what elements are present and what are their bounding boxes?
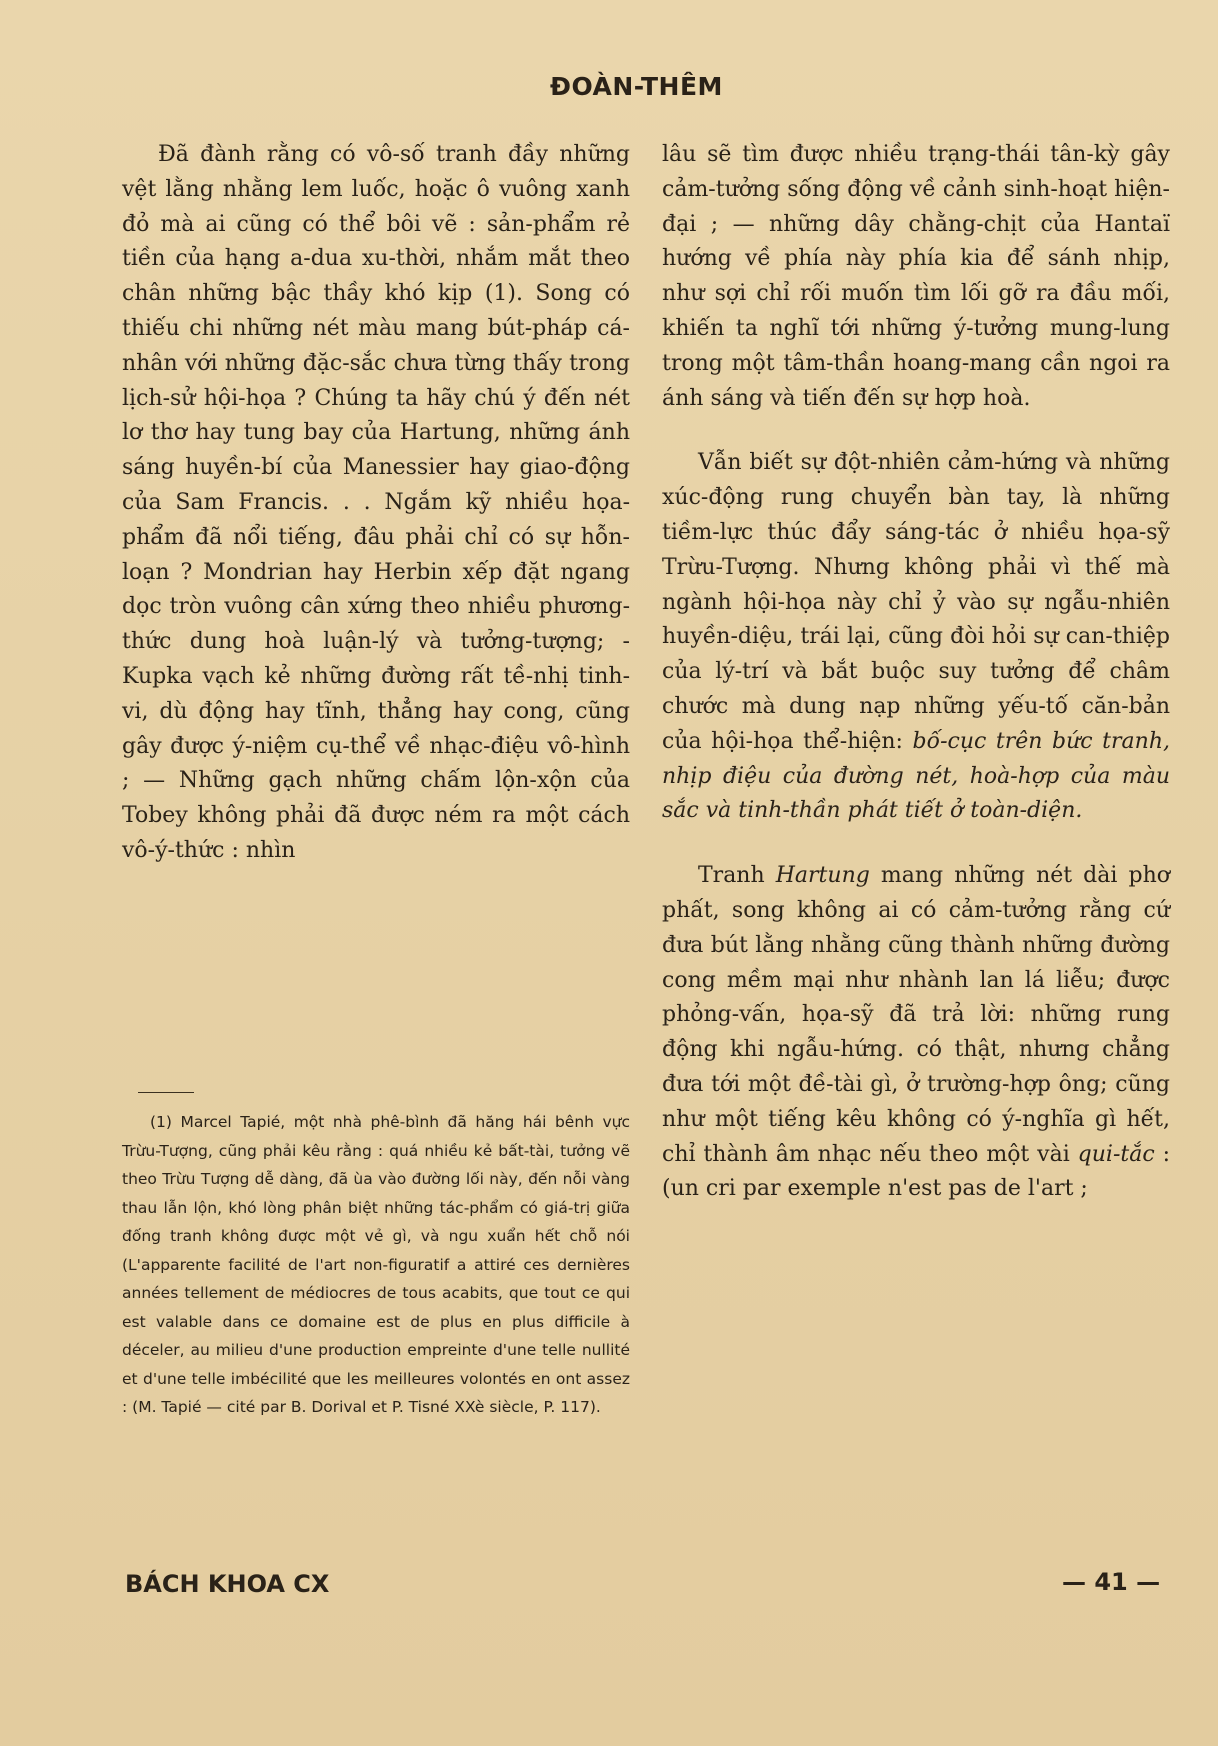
footnote <box>122 1108 630 1422</box>
right-column <box>662 138 1170 1207</box>
right-paragraph-3-italic: qui-tắc <box>1077 1141 1155 1167</box>
magazine-name: BÁCH KHOA CX <box>125 1570 330 1598</box>
left-paragraph-1: Đã đành rằng có vô-số tranh đầy những vệt lằng nhằng lem luốc, hoặc ô vuông xanh đỏ mà ai cũng có thể bôi vẽ : sản-phẩm rẻ tiền của hạng a-dua xu-thời, nhắm mắt theo chân những bậc thầy khó kịp (1). Song có thiếu chi những nét màu mang bút-pháp cá-nhân với những đặc-sắc chưa từng thấy trong lịch-sử hội-họa ? Chúng ta hãy chú ý đến nét lơ thơ hay tung bay của Hartung, những ánh sáng huyền-bí của Manessier hay giao-động của Sam Francis. . . Ngắm kỹ nhiều họa-phẩm đã nổi tiếng, đâu phải chỉ có sự hỗn-loạn ? Mondrian hay Herbin xếp đặt ngang dọc tròn vuông cân xứng theo nhiều phương-thức dung hoà luận-lý và tưởng-tượng; - Kupka vạch kẻ những đường rất tề-nhị tinh-vi, dù động hay tĩnh, thẳng hay cong, cũng gây được ý-niệm cụ-thể về nhạc-điệu vô-hình ; — Những gạch những chấm lộn-xộn của Tobey không phải đã được ném ra một cách vô-ý-thức : nhìn <box>122 142 630 863</box>
right-paragraph-3-tail: : (un cri par exemple n'est pas de l'art ; <box>662 1141 1170 1202</box>
running-title: ĐOÀN-THÊM <box>550 72 723 101</box>
right-paragraph-2-text: Vẫn biết sự đột-nhiên cảm-hứng và những xúc-động rung chuyển bàn tay, là những tiềm-lực thúc đẩy sáng-tác ở nhiều họa-sỹ Trừu-Tượng. Nhưng không phải vì thế mà ngành hội-họa này chỉ ỷ vào sự ngẫu-nhiên huyền-diệu, trái lại, cũng đòi hỏi sự can-thiệp của lý-trí và bắt buộc suy tưởng để châm chước mà dung nạp những yếu-tố căn-bản của hội-họa thể-hiện: <box>662 450 1170 754</box>
right-paragraph-3-lead: Tranh <box>698 863 776 889</box>
right-paragraph-2 <box>662 446 1170 829</box>
artist-name-hartung: Hartung <box>775 863 870 889</box>
right-paragraph-3 <box>662 859 1170 1207</box>
right-paragraph-1: lâu sẽ tìm được nhiều trạng-thái tân-kỳ gây cảm-tưởng sống động về cảnh sinh-hoạt hiện-đại ; — những dây chằng-chịt của Hantaï hướng về phía này phía kia để sánh nhịp, như sợi chỉ rối muốn tìm lối gỡ ra đầu mối, khiến ta nghĩ tới những ý-tưởng mung-lung trong một tâm-thần hoang-mang cần ngoi ra ánh sáng và tiến đến sự hợp hoà. <box>662 142 1170 411</box>
footnote-divider <box>138 1092 194 1093</box>
footnote-text: (1) Marcel Tapié, một nhà phê-bình đã hăng hái bênh vực Trừu-Tượng, cũng phải kêu rằng : quá nhiều kẻ bất-tài, tưởng vẽ theo Trừu Tượng dễ dàng, đã ùa vào đường lối này, đến nỗi vàng thau lẫn lộn, khó lòng phân biệt những tác-phẩm có giá-trị giữa đống tranh không được một vẻ gì, và ngu xuẩn hết chỗ nói (L'apparente facilité de l'art non-figuratif a attiré ces dernières années tellement de médiocres de tous acabits, que tout ce qui est valable dans ce domaine est de plus en plus difficile à déceler, au milieu d'une production empreinte d'une telle nullité et d'une telle imbécilité que les meilleures volontés en ont assez : (M. Tapié — cité par B. Dorival et P. Tisné XXè siècle, P. 117). <box>122 1113 630 1416</box>
left-column <box>122 138 630 869</box>
page-number: — 41 — <box>1062 1568 1161 1596</box>
right-paragraph-2-italic: bố-cục trên bức tranh, nhịp điệu của đường nét, hoà-hợp của màu sắc và tinh-thần phát tiết ở toàn-diện. <box>662 728 1170 824</box>
right-paragraph-3-body: mang những nét dài phơ phất, song không ai có cảm-tưởng rằng cứ đưa bút lằng nhằng cũng thành những đường cong mềm mại như nhành lan lá liễu; được phỏng-vấn, họa-sỹ đã trả lời: những rung động khi ngẫu-hứng. có thật, nhưng chẳng đưa tới một đề-tài gì, ở trường-hợp ông; cũng như một tiếng kêu không có ý-nghĩa gì hết, chỉ thành âm nhạc nếu theo một vài <box>662 863 1170 1167</box>
